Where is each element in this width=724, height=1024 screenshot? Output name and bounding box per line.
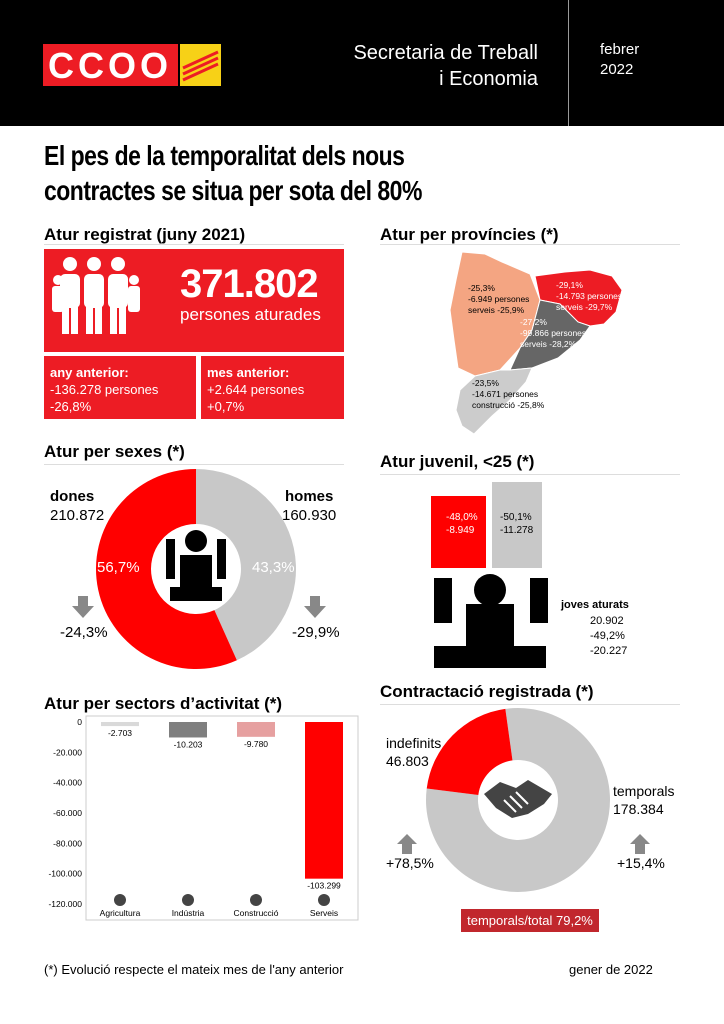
ccoo-logo [43, 44, 221, 86]
previous-month-pct: +0,7% [207, 399, 245, 414]
section-divider [44, 464, 344, 465]
bar-value-label: -9.780 [243, 738, 269, 749]
bar-value-label: -10.203 [173, 739, 203, 750]
footer-date: gener de 2022 [569, 962, 653, 977]
y-tick-label: -40.000 [53, 777, 82, 788]
y-tick-label: -20.000 [53, 747, 82, 758]
section-title-provincies: Atur per províncies (*) [380, 225, 559, 244]
header-date-month: febrer [600, 41, 640, 58]
youth-total-values: 20.902 -49,2% -20.227 [590, 615, 628, 657]
youth-women-label: -48,0% -8.949 [446, 512, 478, 536]
y-tick-label: -100.000 [48, 868, 82, 879]
total-unemployment-unit: persones aturades [180, 305, 321, 324]
section-title-atur-registrat: Atur registrat (juny 2021) [44, 225, 246, 244]
contract-donut-chart [425, 707, 611, 893]
y-tick-label: 0 [77, 717, 82, 727]
homes-value: 160.930 [282, 507, 337, 524]
homes-pct: 43,3% [252, 559, 295, 576]
bar-value-label: -2.703 [107, 728, 133, 739]
youth-men-label: -50,1% -11.278 [500, 512, 534, 536]
header-date [600, 40, 639, 80]
category-label: Agricultura [99, 908, 141, 918]
category-label: Serveis [309, 908, 339, 918]
youth-total-label: joves aturats [561, 599, 629, 611]
previous-year-pct: -26,8% [50, 399, 92, 414]
up-arrow-icon [397, 834, 417, 854]
previous-month-box [201, 356, 344, 419]
bar-value-label: -103.299 [307, 880, 341, 891]
previous-year-box [44, 356, 196, 419]
dones-label: dones [50, 488, 95, 505]
bar-indústria [169, 722, 207, 737]
previous-year-persons: -136.278 persones [50, 382, 159, 397]
temporals-label: temporals [613, 783, 675, 799]
down-arrow-icon [72, 596, 94, 618]
temporals-change: +15,4% [617, 855, 665, 871]
previous-year-label: any anterior: [50, 365, 129, 380]
section-title-contractacio: Contractació registrada (*) [380, 682, 594, 701]
up-arrow-icon [630, 834, 650, 854]
sector-icon [114, 894, 126, 906]
down-arrow-icon [304, 596, 326, 618]
section-divider [380, 244, 680, 245]
sector-bar-chart [40, 716, 360, 921]
section-divider [44, 244, 344, 245]
header-title [300, 40, 538, 92]
temporals-ratio-badge: temporals/total 79,2% [461, 909, 599, 932]
temporals-value: 178.384 [613, 801, 664, 817]
footer-note: (*) Evolució respecte el mateix mes de l'any anterior [44, 962, 344, 977]
lleida-label: -25,3% -6.949 persones serveis -25,9% [468, 283, 530, 315]
dones-change: -24,3% [60, 624, 108, 641]
bar-agricultura [101, 722, 139, 726]
handshake-icon [484, 780, 552, 818]
logo-graphic [43, 44, 221, 86]
section-divider [380, 474, 680, 475]
dones-pct: 56,7% [97, 559, 140, 576]
sector-icon [318, 894, 330, 906]
section-title-juvenil: Atur juvenil, <25 (*) [380, 452, 535, 471]
section-title-sexes: Atur per sexes (*) [44, 442, 185, 461]
barcelona-label: -27,2% -99.866 persones serveis -28,2% [520, 317, 587, 349]
homes-label: homes [285, 488, 334, 505]
header-title-line2: i Economia [439, 68, 538, 90]
tarragona-label: -23,5% -14.671 persones construcció -25,8% [472, 378, 545, 410]
logo-text: CCOO [48, 45, 172, 86]
donut-slice-indefinits [427, 709, 513, 795]
header-bar [0, 0, 724, 126]
girona-label: -29,1% -14.793 persones serveis -29,7% [556, 280, 623, 312]
previous-month-label: mes anterior: [207, 365, 290, 380]
header-divider [568, 0, 569, 126]
main-title [44, 138, 422, 208]
header-title-line1: Secretaria de Treball [353, 42, 538, 64]
sector-icon [250, 894, 262, 906]
y-tick-label: -120.000 [48, 899, 82, 909]
category-label: Indústria [171, 908, 205, 918]
people-group-icon [50, 254, 145, 339]
indefinits-change: +78,5% [386, 855, 434, 871]
sector-icon [182, 894, 194, 906]
unemployed-person-icon [166, 530, 226, 601]
homes-change: -29,9% [292, 624, 340, 641]
indefinits-label: indefinits [386, 735, 442, 751]
main-title-line1: El pes de la temporalitat dels nous [44, 140, 405, 171]
header-date-year: 2022 [600, 61, 634, 78]
section-divider [380, 704, 680, 705]
section-title-sectors: Atur per sectors d’activitat (*) [44, 694, 283, 713]
y-tick-label: -80.000 [53, 838, 82, 849]
total-unemployment-value: 371.802 [180, 262, 318, 306]
youth-unemployed-icon [430, 568, 550, 678]
indefinits-value: 46.803 [386, 753, 429, 769]
bar-construcció [237, 722, 275, 737]
dones-value: 210.872 [50, 507, 105, 524]
y-tick-label: -60.000 [53, 808, 82, 818]
bar-serveis [305, 722, 343, 879]
previous-month-persons: +2.644 persones [207, 382, 305, 397]
main-title-line2: contractes se situa per sota del 80% [44, 175, 422, 206]
category-label: Construcció [233, 908, 279, 918]
